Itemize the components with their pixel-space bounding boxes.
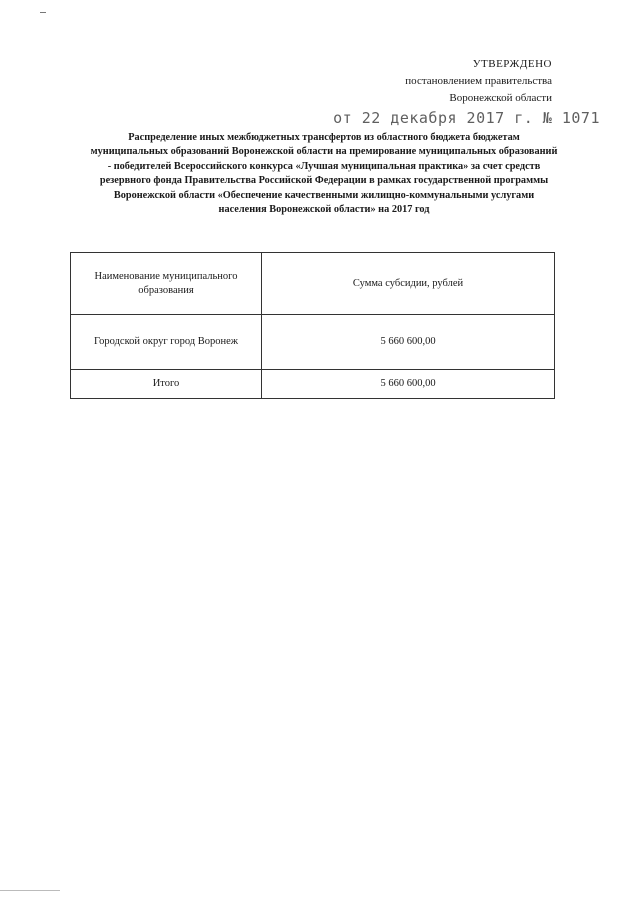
subsidy-table [70, 252, 555, 399]
table-total-row [71, 370, 555, 399]
approval-region: Воронежской области [449, 92, 552, 104]
cell-municipality: Городской округ город Воронеж [71, 315, 262, 370]
total-amount: 5 660 600,00 [262, 370, 555, 399]
approval-heading: УТВЕРЖДЕНО [472, 58, 552, 70]
title-line: Воронежской области «Обеспечение качественными жилищно-коммунальными услугами [113, 189, 535, 201]
total-label: Итого [71, 370, 262, 399]
title-line: - победителей Всероссийского конкурса «Лучшая муниципальная практика» за счет средств [107, 160, 541, 172]
approval-date-stamp: от 22 декабря 2017 г. № 1071 [333, 109, 600, 127]
title-line: населения Воронежской области» на 2017 год [218, 204, 430, 216]
approval-block [333, 56, 600, 127]
title-line: резервного фонда Правительства Российской Федерации в рамках государственной программы [99, 175, 549, 187]
header-municipality: Наименование муниципального образования [71, 253, 262, 315]
title-line: Распределение иных межбюджетных трансфертов из областного бюджета бюджетам [128, 132, 520, 143]
document-title [80, 131, 568, 217]
scan-footer-line [0, 890, 60, 891]
title-line: муниципальных образований Воронежской области на премирование муниципальных образований [90, 146, 558, 158]
cell-amount: 5 660 600,00 [262, 315, 555, 370]
approval-resolution: постановлением правительства [405, 75, 552, 87]
scan-corner-mark [40, 12, 46, 13]
table-header-row [71, 253, 555, 315]
header-subsidy-amount: Сумма субсидии, рублей [262, 253, 555, 315]
table-row [71, 315, 555, 370]
